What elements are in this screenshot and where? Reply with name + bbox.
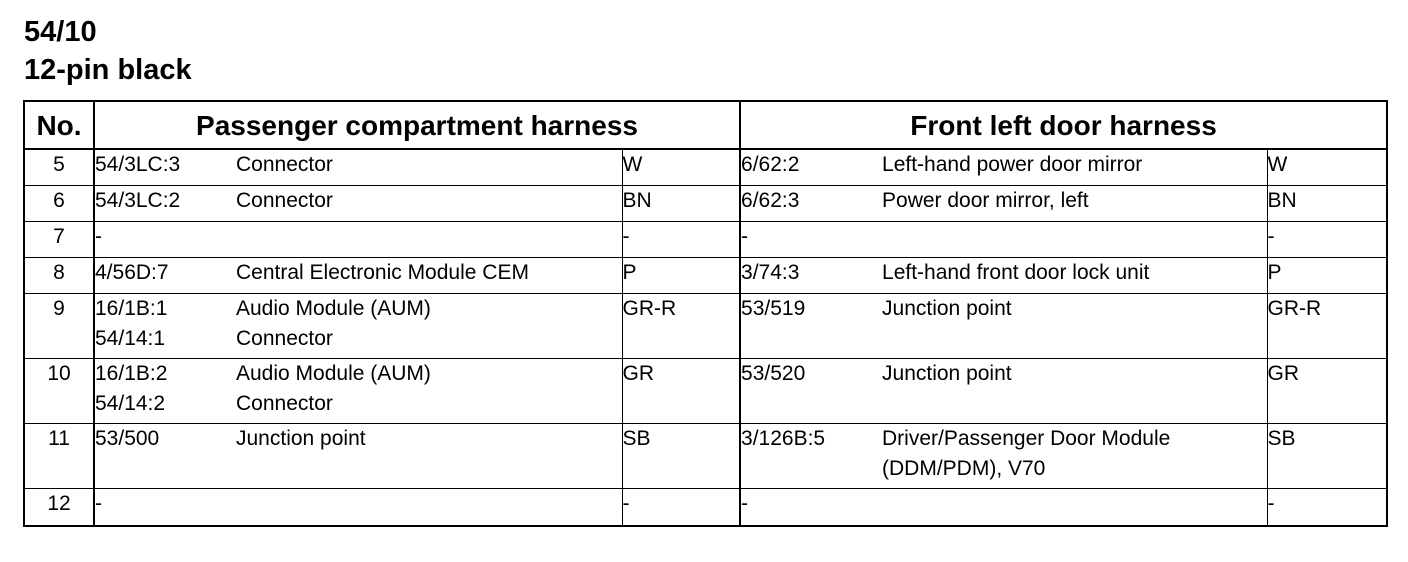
header-front-left-door-harness: Front left door harness <box>740 101 1387 149</box>
left-component-desc-text: Audio Module (AUM) <box>236 362 431 385</box>
right-wire-color <box>1267 149 1387 186</box>
table-row <box>24 489 1387 527</box>
left-terminal-code <box>94 186 236 222</box>
left-component-desc-text: Connector <box>236 189 333 212</box>
left-terminal-code-text: 4/56D:7 <box>95 261 169 284</box>
pin-number-text: 5 <box>53 153 65 176</box>
pin-number <box>24 258 94 294</box>
left-terminal-code-text: 53/500 <box>95 427 160 450</box>
left-terminal-code-text: 54/3LC:2 <box>95 189 181 212</box>
left-wire-color <box>622 222 740 258</box>
table-body <box>24 149 1387 526</box>
left-wire-color <box>622 149 740 186</box>
right-wire-color-text: GR <box>1267 362 1300 385</box>
table-row <box>24 222 1387 258</box>
right-terminal-code-text: - <box>741 225 749 248</box>
pin-number-text: 6 <box>53 189 65 212</box>
left-wire-color-text: W <box>622 153 643 176</box>
left-terminal-code <box>94 149 236 186</box>
left-component-desc <box>236 359 622 424</box>
right-component-desc-text: Left-hand power door mirror <box>882 153 1143 176</box>
right-terminal-code <box>740 489 882 527</box>
left-terminal-code-text: 16/1B:2 <box>95 362 168 385</box>
left-component-desc-text: Central Electronic Module CEM <box>236 261 529 284</box>
left-component-desc <box>236 294 622 359</box>
left-wire-color <box>622 489 740 527</box>
left-wire-color-text: SB <box>622 427 651 450</box>
connector-code-title: 54/10 <box>24 16 97 48</box>
right-terminal-code-text: 3/126B:5 <box>741 427 826 450</box>
right-terminal-code <box>740 424 882 489</box>
right-wire-color <box>1267 294 1387 359</box>
left-terminal-code-text: - <box>95 225 102 248</box>
left-wire-color <box>622 359 740 424</box>
connector-type-title: 12-pin black <box>24 54 192 86</box>
right-wire-color <box>1267 489 1387 527</box>
left-component-desc-text: Connector <box>236 392 333 415</box>
left-component-desc <box>236 222 622 258</box>
table-row <box>24 424 1387 489</box>
header-passenger-compartment-harness: Passenger compartment harness <box>94 101 740 149</box>
right-terminal-code-text: 53/519 <box>741 297 806 320</box>
pin-number-text: 12 <box>47 492 71 515</box>
left-component-desc-text: Junction point <box>236 427 366 450</box>
left-terminal-code-text: - <box>95 492 102 515</box>
pin-number <box>24 359 94 424</box>
right-wire-color <box>1267 424 1387 489</box>
pin-number <box>24 222 94 258</box>
left-terminal-code-text: 54/14:2 <box>95 392 166 415</box>
left-wire-color-text: - <box>622 492 630 515</box>
left-component-desc <box>236 149 622 186</box>
pin-number <box>24 186 94 222</box>
left-terminal-code <box>94 258 236 294</box>
right-wire-color <box>1267 359 1387 424</box>
pin-number <box>24 489 94 527</box>
right-terminal-code-text: 3/74:3 <box>741 261 800 284</box>
left-component-desc-text: Connector <box>236 327 333 350</box>
right-wire-color <box>1267 186 1387 222</box>
right-component-desc-text: Driver/Passenger Door Module <box>882 427 1171 450</box>
right-terminal-code-text: 53/520 <box>741 362 806 385</box>
left-component-desc <box>236 489 622 527</box>
right-wire-color-text: - <box>1267 492 1275 515</box>
right-component-desc <box>882 149 1267 186</box>
right-component-desc-text: Junction point <box>882 297 1012 320</box>
right-wire-color-text: BN <box>1267 189 1297 212</box>
pin-number-text: 7 <box>53 225 65 248</box>
right-terminal-code <box>740 294 882 359</box>
right-wire-color-text: W <box>1267 153 1288 176</box>
right-component-desc <box>882 222 1267 258</box>
right-wire-color <box>1267 222 1387 258</box>
left-terminal-code <box>94 489 236 527</box>
left-terminal-code-text: 54/3LC:3 <box>95 153 181 176</box>
pin-assignment-table <box>23 100 1388 527</box>
pin-number-text: 10 <box>47 362 71 385</box>
pin-number <box>24 149 94 186</box>
right-component-desc <box>882 424 1267 489</box>
table-row <box>24 359 1387 424</box>
pin-number-text: 8 <box>53 261 65 284</box>
left-wire-color <box>622 294 740 359</box>
right-component-desc <box>882 186 1267 222</box>
table-header-row <box>24 101 1387 149</box>
right-terminal-code <box>740 222 882 258</box>
right-component-desc <box>882 258 1267 294</box>
right-component-desc-text: Left-hand front door lock unit <box>882 261 1150 284</box>
left-wire-color-text: GR <box>622 362 654 385</box>
left-wire-color-text: - <box>622 225 630 248</box>
left-wire-color-text: BN <box>622 189 652 212</box>
left-wire-color <box>622 258 740 294</box>
right-component-desc-text: Junction point <box>882 362 1012 385</box>
left-terminal-code <box>94 359 236 424</box>
pin-number-text: 9 <box>53 297 65 320</box>
pin-number <box>24 424 94 489</box>
pin-number <box>24 294 94 359</box>
table-row <box>24 149 1387 186</box>
table-row <box>24 258 1387 294</box>
right-wire-color <box>1267 258 1387 294</box>
left-terminal-code <box>94 222 236 258</box>
right-component-desc <box>882 359 1267 424</box>
left-terminal-code <box>94 294 236 359</box>
left-component-desc-text: Connector <box>236 153 333 176</box>
left-wire-color <box>622 186 740 222</box>
left-terminal-code <box>94 424 236 489</box>
table-row <box>24 186 1387 222</box>
left-component-desc <box>236 258 622 294</box>
right-terminal-code <box>740 258 882 294</box>
header-pin-number: No. <box>24 101 94 149</box>
left-wire-color <box>622 424 740 489</box>
right-terminal-code-text: 6/62:2 <box>741 153 800 176</box>
pin-number-text: 11 <box>48 427 70 450</box>
right-component-desc-text: Power door mirror, left <box>882 189 1089 212</box>
left-component-desc-text: Audio Module (AUM) <box>236 297 431 320</box>
right-terminal-code <box>740 186 882 222</box>
right-terminal-code <box>740 359 882 424</box>
right-component-desc <box>882 489 1267 527</box>
right-component-desc-text: (DDM/PDM), V70 <box>882 457 1046 480</box>
right-terminal-code <box>740 149 882 186</box>
right-wire-color-text: GR-R <box>1267 297 1322 320</box>
right-wire-color-text: - <box>1267 225 1275 248</box>
left-terminal-code-text: 16/1B:1 <box>95 297 168 320</box>
left-terminal-code-text: 54/14:1 <box>95 327 166 350</box>
left-wire-color-text: GR-R <box>622 297 677 320</box>
right-terminal-code-text: 6/62:3 <box>741 189 800 212</box>
right-wire-color-text: P <box>1267 261 1282 284</box>
left-component-desc <box>236 424 622 489</box>
right-terminal-code-text: - <box>741 492 749 515</box>
table-row <box>24 294 1387 359</box>
right-component-desc <box>882 294 1267 359</box>
right-wire-color-text: SB <box>1267 427 1296 450</box>
left-component-desc <box>236 186 622 222</box>
left-wire-color-text: P <box>622 261 637 284</box>
